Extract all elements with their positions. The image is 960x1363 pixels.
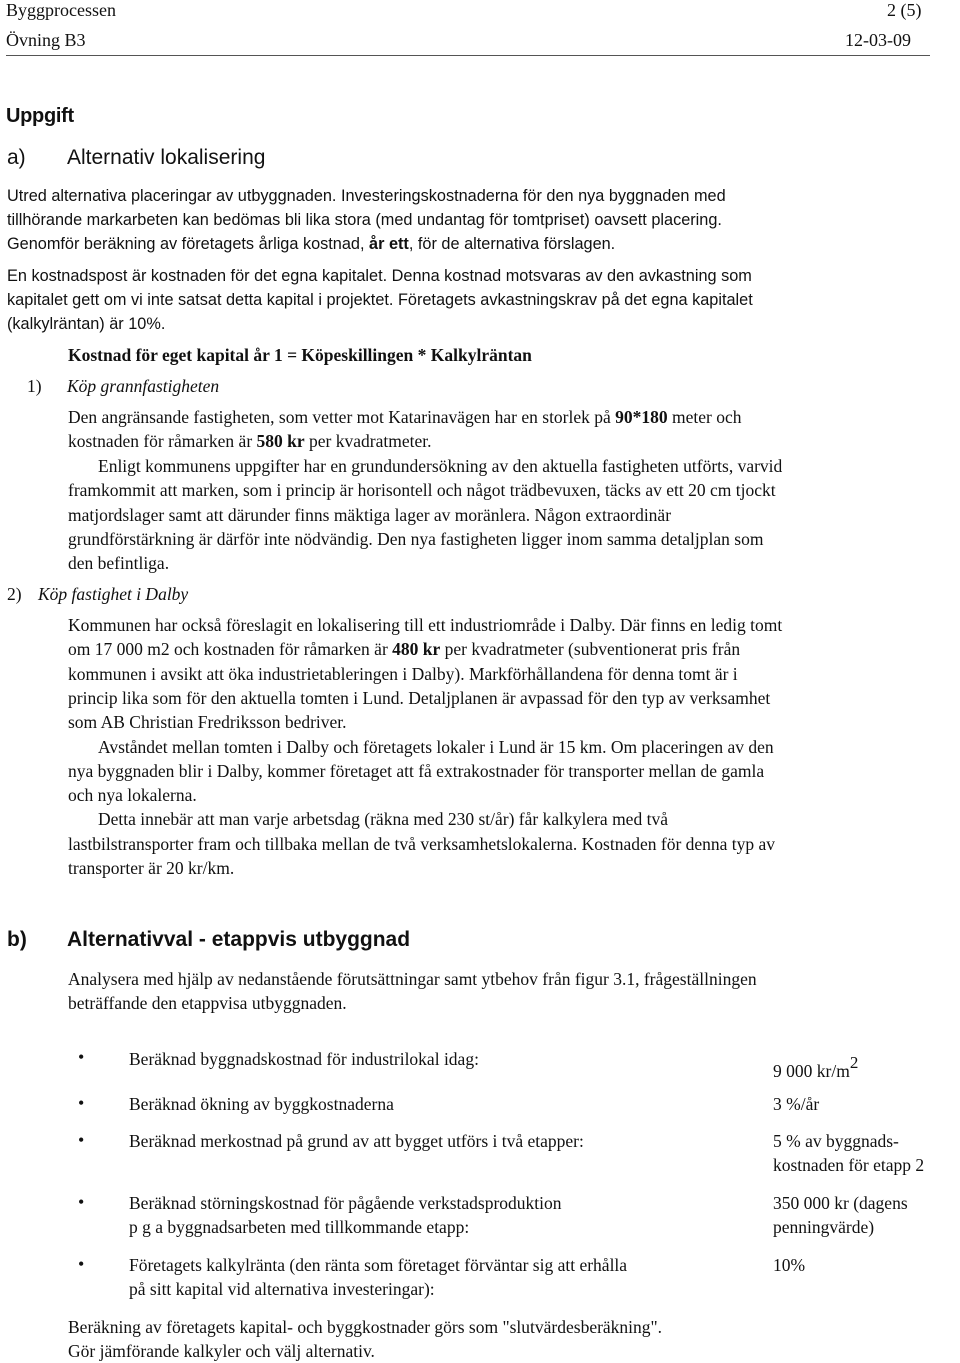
bullet-value: 3 %/år: [773, 1094, 820, 1114]
bullet-value: 10%: [773, 1255, 806, 1275]
bullet-value: 350 000 kr (dagens: [773, 1193, 908, 1213]
alt2-title: Köp fastighet i Dalby: [38, 584, 189, 604]
capital-cost-formula: Kostnad för eget kapital år 1 = Köpeskillingen * Kalkylräntan: [68, 345, 532, 365]
header-page-number: 2 (5): [887, 0, 922, 20]
bullet-label: på sitt kapital vid alternativa investeringar):: [129, 1279, 435, 1299]
closing-line: Gör jämförande kalkyler och välj alternativ.: [68, 1341, 375, 1361]
bullet-value: 5 % av byggnads-: [773, 1131, 899, 1151]
bullet-glyph: •: [78, 1254, 85, 1274]
section-b-intro-line: Analysera med hjälp av nedanstående förutsättningar samt ytbehov från figur 3.1, frågeställningen: [68, 969, 757, 989]
bullet-glyph: •: [78, 1093, 85, 1113]
alt1-para-line: Enligt kommunens uppgifter har en grundundersökning av den aktuella fastigheten utförts, varvid: [98, 456, 783, 476]
bullet-value: penningvärde): [773, 1217, 875, 1237]
bullet-glyph: •: [78, 1192, 85, 1212]
header-title: Byggprocessen: [6, 0, 116, 20]
section-a-title: Alternativ lokalisering: [67, 146, 266, 169]
alt2-para-line: Avståndet mellan tomten i Dalby och företagets lokaler i Lund är 15 km. Om placeringen av den: [98, 737, 774, 757]
alt1-line: Den angränsande fastigheten, som vetter mot Katarinavägen har en storlek på 90*180 meter och: [68, 407, 742, 427]
bullet-label: Företagets kalkylränta (den ränta som företaget förväntar sig att erhålla: [129, 1255, 628, 1275]
section-b-label: b): [7, 928, 27, 951]
alt2-line: Kommunen har också föreslagit en lokalisering till ett industriområde i Dalby. Där finns en ledig tomt: [68, 615, 783, 635]
bullet-value: kostnaden för etapp 2: [773, 1155, 925, 1175]
header-divider: [6, 55, 930, 56]
task-heading: Uppgift: [6, 105, 74, 127]
alt1-title: Köp grannfastigheten: [67, 376, 220, 396]
closing-line: Beräkning av företagets kapital- och byggkostnader görs som "slutvärdesberäkning".: [68, 1317, 663, 1337]
alt2-para-line: och nya lokalerna.: [68, 785, 197, 805]
bullet-label: p g a byggnadsarbeten med tillkommande etapp:: [129, 1217, 470, 1237]
alt2-line: om 17 000 m2 och kostnaden för råmarken är 480 kr per kvadratmeter (subventionerat pris från: [68, 639, 741, 659]
bullet-label: Beräknad ökning av byggkostnaderna: [129, 1094, 394, 1114]
section-a-intro-line: Utred alternativa placeringar av utbyggnaden. Investeringskostnaderna för den nya byggnaden med: [7, 187, 726, 205]
bullet-label: Beräknad byggnadskostnad för industrilokal idag:: [129, 1049, 479, 1069]
alt2-para-line: nya byggnaden blir i Dalby, kommer företaget att få extrakostnader för transporter mellan de gamla: [68, 761, 765, 781]
alt2-line: princip lika som för den aktuella tomten i Lund. Detaljplanen är avpassad för den typ av verksamhet: [68, 688, 771, 708]
alt2-number: 2): [7, 584, 22, 604]
header-exercise: Övning B3: [6, 30, 86, 50]
header-date: 12-03-09: [845, 30, 911, 50]
section-b-intro-line: beträffande den etappvisa utbyggnaden.: [68, 993, 347, 1013]
cost-line: En kostnadspost är kostnaden för det egna kapitalet. Denna kostnad motsvaras av den avkastning som: [7, 267, 752, 285]
alt2-line: som AB Christian Fredriksson bedriver.: [68, 712, 347, 732]
alt2-line: kommunen i avsikt att öka industrietableringen i Dalby). Markförhållandena för denna tomt är i: [68, 664, 738, 684]
alt1-para-line: den befintliga.: [68, 553, 170, 573]
bullet-value: 9 000 $kr/m^2$: [773, 1053, 859, 1081]
bullet-label: Beräknad merkostnad på grund av att bygget utförs i två etapper:: [129, 1131, 584, 1151]
cost-line: kapitalet gett om vi inte satsat detta kapital i projektet. Företagets avkastningskrav på det egna kapitalet: [7, 291, 753, 309]
alt1-para-line: grundförstärkning är därför inte nödvändig. Den nya fastigheten ligger inom samma detaljplan som: [68, 529, 764, 549]
bullet-label: Beräknad störningskostnad för pågående verkstadsproduktion: [129, 1193, 562, 1213]
alt1-para-line: matjordslager samt att därunder finns mäktiga lager av moränlera. Någon extraordinär: [68, 505, 672, 525]
alt1-para-line: framkommit att marken, som i princip är horisontell och något trädbevuxen, täcks av ett 20 cm tjockt: [68, 480, 776, 500]
alt2-para-line: transporter är 20 kr/km.: [68, 858, 235, 878]
alt2-para-line: Detta innebär att man varje arbetsdag (räkna med 230 st/år) får kalkylera med två: [98, 809, 668, 829]
alt1-line: kostnaden för råmarken är 580 kr per kvadratmeter.: [68, 431, 432, 451]
section-a-label: a): [7, 146, 26, 169]
alt2-para-line: lastbilstransporter fram och tillbaka mellan de två verksamhetslokalerna. Kostnaden för denna typ av: [68, 834, 776, 854]
section-a-intro-line: tillhörande markarbeten kan bedömas bli lika stora (med undantag för tomtpriset) oavsett placering.: [7, 211, 722, 229]
cost-line: (kalkylräntan) är 10%.: [7, 315, 166, 333]
bullet-glyph: •: [78, 1047, 85, 1067]
alt1-number: 1): [27, 376, 42, 396]
section-a-calc-line: Genomför beräkning av företagets årliga kostnad, år ett, för de alternativa förslagen.: [7, 235, 616, 253]
section-b-title: Alternativval - etappvis utbyggnad: [67, 928, 411, 951]
bullet-glyph: •: [78, 1130, 85, 1150]
